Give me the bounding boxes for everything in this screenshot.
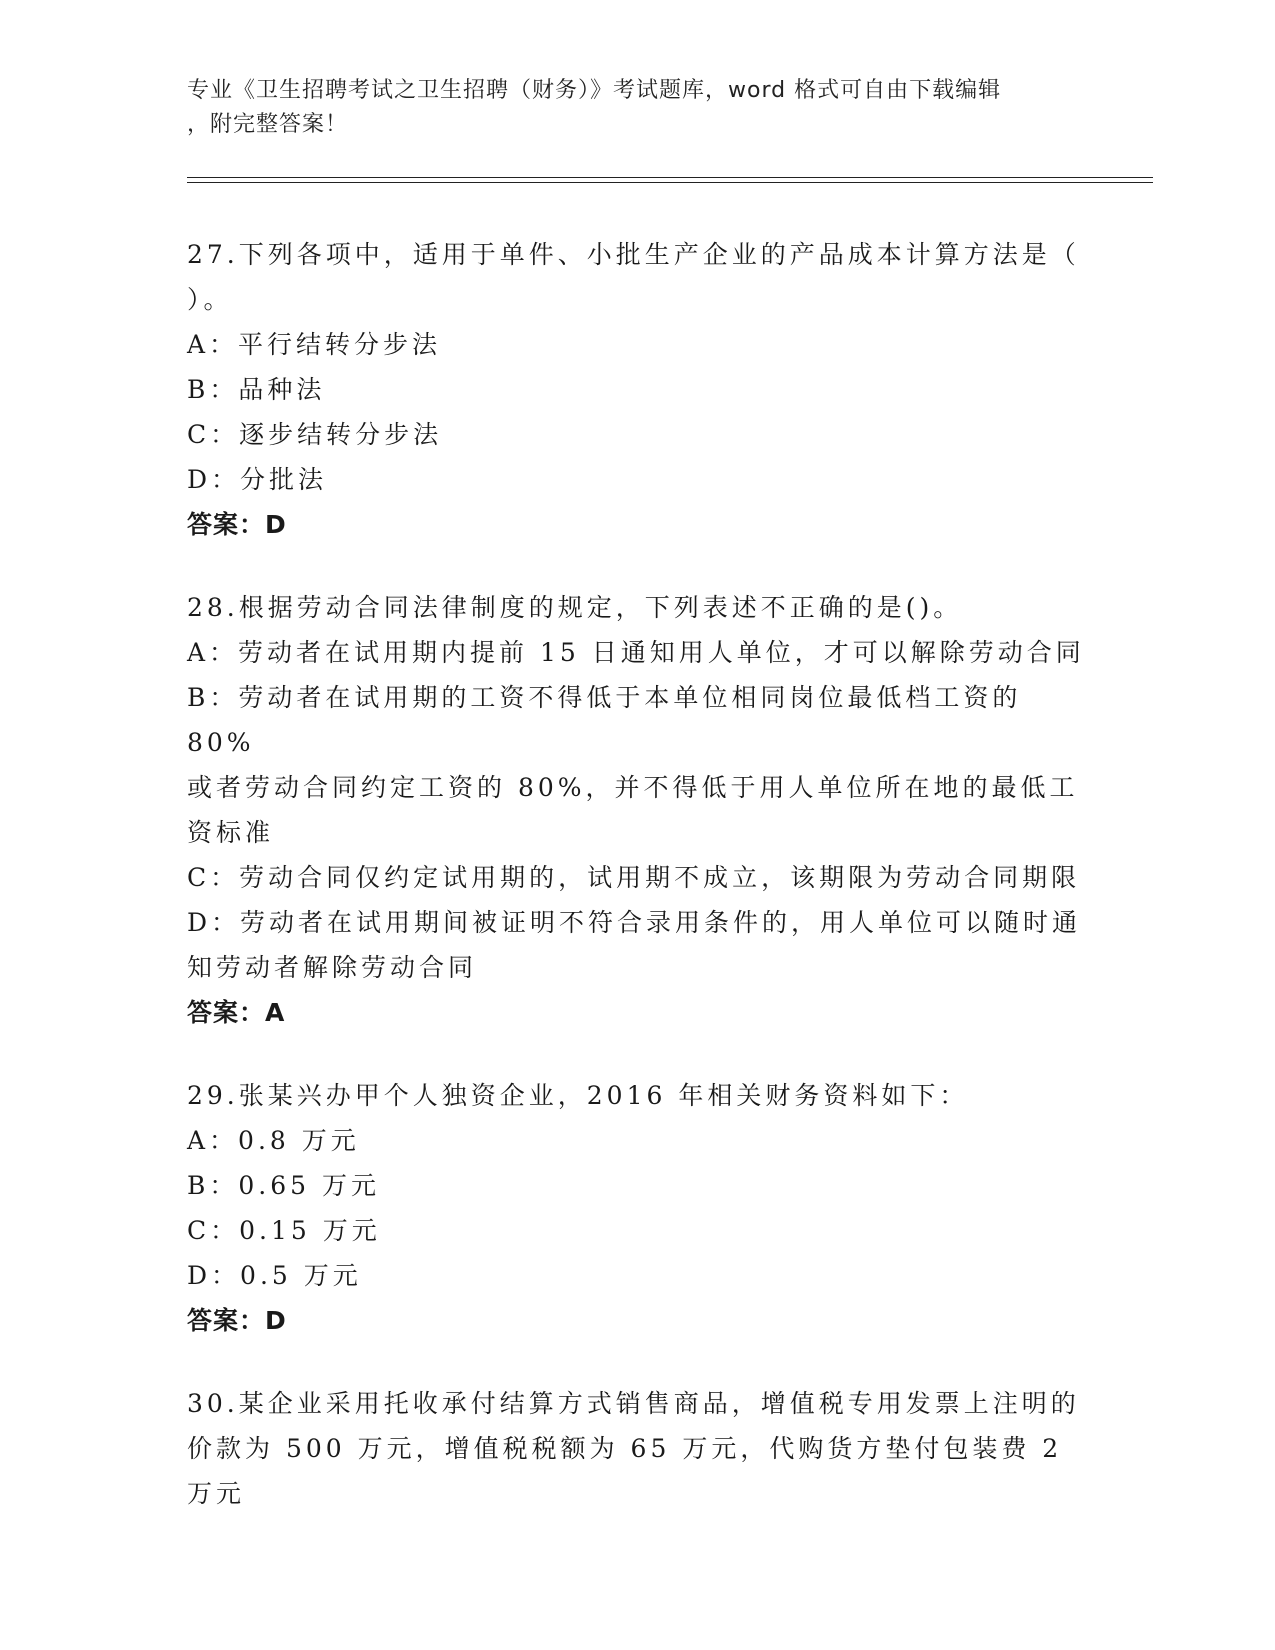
header-divider-bottom	[187, 182, 1153, 183]
header-line-2: ，附完整答案！	[187, 112, 349, 137]
answer-line: 答案：A	[187, 998, 286, 1027]
option-line: B：劳动者在试用期的工资不得低于本单位相同岗位最低档工资的 80%	[187, 683, 1022, 757]
question-stem-line: 28.根据劳动合同法律制度的规定，下列表述不正确的是()。	[187, 593, 963, 622]
question-block	[187, 232, 1087, 547]
question-stem-line: 27.下列各项中，适用于单件、小批生产企业的产品成本计算方法是（	[187, 240, 1080, 269]
option-line: 知劳动者解除劳动合同	[187, 953, 478, 982]
option-line: B：0.65 万元	[187, 1171, 380, 1200]
answer-line: 答案：D	[187, 1306, 287, 1335]
question-stem-line: 价款为 500 万元，增值税税额为 65 万元，代购货方垫付包装费 2 万元	[187, 1434, 1063, 1508]
option-line: C：逐步结转分步法	[187, 420, 443, 449]
document-header	[187, 74, 1067, 142]
option-line: 或者劳动合同约定工资的 80%，并不得低于用人单位所在地的最低工	[187, 773, 1079, 802]
option-line: 资标准	[187, 818, 275, 847]
header-divider-top	[187, 177, 1153, 178]
option-line: A：劳动者在试用期内提前 15 日通知用人单位，才可以解除劳动合同	[187, 638, 1085, 667]
question-list	[187, 232, 1087, 1554]
option-line: C：0.15 万元	[187, 1216, 381, 1245]
option-line: D：0.5 万元	[187, 1261, 362, 1290]
option-line: A：0.8 万元	[187, 1126, 360, 1155]
question-block	[187, 585, 1087, 1035]
question-block	[187, 1381, 1087, 1516]
question-stem-line: ）。	[187, 285, 233, 314]
question-stem-line: 29.张某兴办甲个人独资企业，2016 年相关财务资料如下：	[187, 1081, 969, 1110]
header-line-1: 专业《卫生招聘考试之卫生招聘（财务）》考试题库，word 格式可自由下载编辑	[187, 78, 1002, 103]
option-line: A：平行结转分步法	[187, 330, 442, 359]
option-line: D：分批法	[187, 465, 328, 494]
option-line: D：劳动者在试用期间被证明不符合录用条件的，用人单位可以随时通	[187, 908, 1082, 937]
option-line: B：品种法	[187, 375, 326, 404]
question-stem-line: 30.某企业采用托收承付结算方式销售商品，增值税专用发票上注明的	[187, 1389, 1080, 1418]
answer-line: 答案：D	[187, 510, 287, 539]
option-line: C：劳动合同仅约定试用期的，试用期不成立，该期限为劳动合同期限	[187, 863, 1081, 892]
question-block	[187, 1073, 1087, 1343]
